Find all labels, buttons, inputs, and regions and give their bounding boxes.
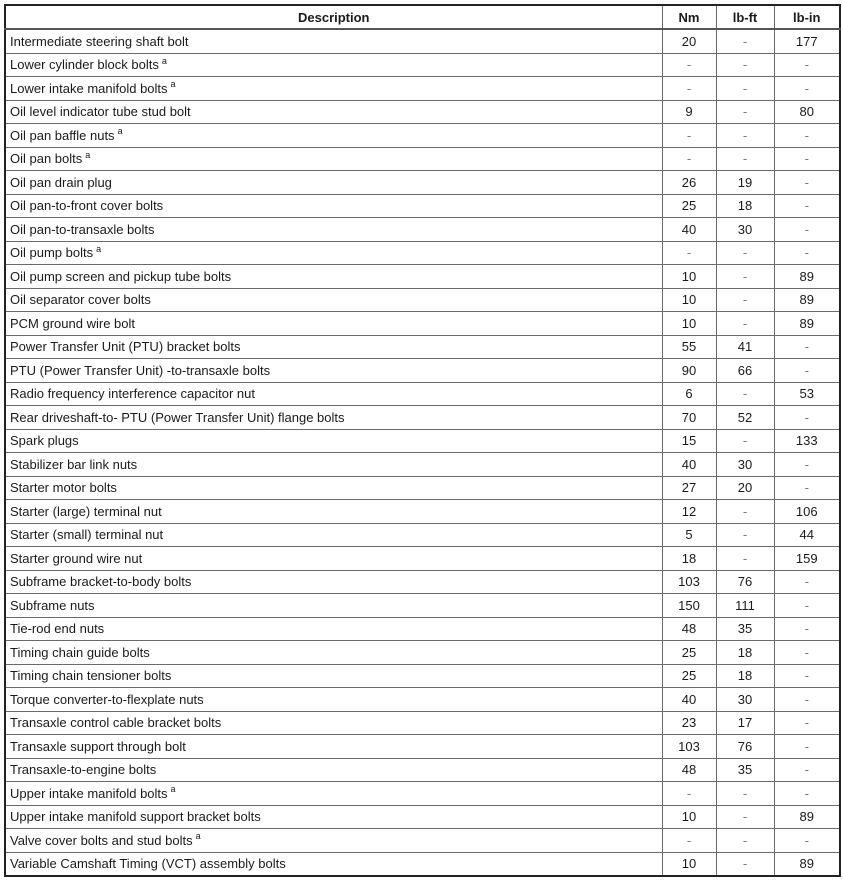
cell-nm: 10 [662, 265, 716, 289]
cell-lb-in: - [774, 476, 840, 500]
cell-lb-in: - [774, 359, 840, 383]
cell-lb-in: - [774, 124, 840, 148]
description-text: Spark plugs [10, 433, 79, 449]
table-row [5, 711, 840, 735]
cell-lb-ft: 35 [716, 758, 774, 782]
cell-lb-ft: 19 [716, 171, 774, 195]
cell-lb-in: - [774, 218, 840, 242]
table-row [5, 288, 840, 312]
table-row [5, 77, 840, 101]
cell-description [5, 782, 662, 806]
cell-lb-ft: - [716, 782, 774, 806]
cell-nm: 40 [662, 453, 716, 477]
table-row [5, 124, 840, 148]
description-text: PTU (Power Transfer Unit) -to-transaxle bolts [10, 362, 271, 378]
table-row [5, 641, 840, 665]
header-nm: Nm [662, 5, 716, 29]
cell-lb-ft: 17 [716, 711, 774, 735]
table-row [5, 241, 840, 265]
cell-lb-in: - [774, 570, 840, 594]
cell-nm: 40 [662, 688, 716, 712]
cell-description [5, 617, 662, 641]
description-text: Upper intake manifold support bracket bolts [10, 809, 261, 825]
description-text: Oil pan-to-transaxle bolts [10, 221, 155, 237]
cell-lb-in: - [774, 641, 840, 665]
cell-description [5, 805, 662, 829]
cell-nm: 5 [662, 523, 716, 547]
cell-lb-ft: 18 [716, 641, 774, 665]
cell-nm: 20 [662, 29, 716, 53]
footnote-marker: a [85, 149, 91, 160]
cell-nm: 26 [662, 171, 716, 195]
cell-lb-in: 89 [774, 852, 840, 876]
cell-nm: 25 [662, 641, 716, 665]
cell-lb-ft: 111 [716, 594, 774, 618]
description-text: Timing chain guide bolts [10, 644, 150, 660]
table-row [5, 53, 840, 77]
cell-lb-in: - [774, 147, 840, 171]
cell-description [5, 194, 662, 218]
cell-description [5, 100, 662, 124]
table-row [5, 664, 840, 688]
description-text: Lower cylinder block bolts [10, 57, 159, 73]
description-text: Torque converter-to-flexplate nuts [10, 691, 204, 707]
table-row [5, 147, 840, 171]
cell-lb-ft: 66 [716, 359, 774, 383]
cell-nm: 40 [662, 218, 716, 242]
cell-lb-in: - [774, 664, 840, 688]
cell-lb-in: 89 [774, 805, 840, 829]
cell-lb-ft: - [716, 805, 774, 829]
description-text: Transaxle control cable bracket bolts [10, 715, 222, 731]
cell-description [5, 218, 662, 242]
footnote-marker: a [170, 784, 176, 795]
cell-lb-ft: - [716, 241, 774, 265]
table-row [5, 171, 840, 195]
cell-nm: 15 [662, 429, 716, 453]
cell-lb-in: - [774, 241, 840, 265]
description-text: Valve cover bolts and stud bolts [10, 832, 193, 848]
cell-lb-in: - [774, 171, 840, 195]
description-text: Oil pan bolts [10, 151, 83, 167]
cell-description [5, 29, 662, 53]
cell-description [5, 852, 662, 876]
description-text: Subframe nuts [10, 597, 95, 613]
table-row [5, 688, 840, 712]
cell-lb-ft: - [716, 29, 774, 53]
cell-description [5, 288, 662, 312]
cell-nm: - [662, 241, 716, 265]
cell-description [5, 758, 662, 782]
header-lb-in: lb-in [774, 5, 840, 29]
cell-lb-ft: 30 [716, 453, 774, 477]
description-text: Oil pump screen and pickup tube bolts [10, 268, 232, 284]
cell-description [5, 829, 662, 853]
cell-lb-ft: - [716, 829, 774, 853]
footnote-marker: a [195, 831, 201, 842]
cell-lb-ft: 35 [716, 617, 774, 641]
table-row [5, 476, 840, 500]
cell-description [5, 688, 662, 712]
table-row [5, 382, 840, 406]
cell-lb-ft: 76 [716, 735, 774, 759]
cell-lb-ft: - [716, 523, 774, 547]
cell-lb-ft: - [716, 547, 774, 571]
cell-lb-ft: 18 [716, 194, 774, 218]
description-text: Subframe bracket-to-body bolts [10, 574, 192, 590]
cell-lb-in: - [774, 453, 840, 477]
description-text: Oil pan-to-front cover bolts [10, 198, 164, 214]
description-text: Stabilizer bar link nuts [10, 456, 138, 472]
cell-lb-in: 89 [774, 312, 840, 336]
table-row [5, 335, 840, 359]
header-row [5, 5, 840, 29]
cell-lb-ft: 20 [716, 476, 774, 500]
description-text: Tie-rod end nuts [10, 621, 105, 637]
table-row [5, 453, 840, 477]
cell-lb-ft: - [716, 77, 774, 101]
cell-description [5, 335, 662, 359]
cell-nm: - [662, 77, 716, 101]
cell-lb-ft: - [716, 100, 774, 124]
cell-lb-in: 133 [774, 429, 840, 453]
table-row [5, 570, 840, 594]
table-row [5, 805, 840, 829]
cell-nm: 23 [662, 711, 716, 735]
description-text: Lower intake manifold bolts [10, 80, 168, 96]
cell-description [5, 594, 662, 618]
table-row [5, 758, 840, 782]
cell-lb-ft: - [716, 265, 774, 289]
cell-description [5, 147, 662, 171]
cell-description [5, 359, 662, 383]
cell-lb-in: - [774, 782, 840, 806]
cell-description [5, 312, 662, 336]
cell-nm: - [662, 782, 716, 806]
cell-description [5, 641, 662, 665]
table-row [5, 194, 840, 218]
cell-lb-ft: - [716, 288, 774, 312]
description-text: Transaxle support through bolt [10, 738, 186, 754]
table-body [5, 29, 840, 876]
cell-description [5, 53, 662, 77]
cell-lb-ft: 52 [716, 406, 774, 430]
footnote-marker: a [161, 55, 167, 66]
cell-nm: 48 [662, 617, 716, 641]
cell-description [5, 547, 662, 571]
cell-lb-ft: - [716, 429, 774, 453]
table-row [5, 429, 840, 453]
cell-lb-in: - [774, 77, 840, 101]
footnote-marker: a [170, 79, 176, 90]
cell-nm: - [662, 124, 716, 148]
cell-description [5, 735, 662, 759]
cell-nm: 25 [662, 664, 716, 688]
description-text: Upper intake manifold bolts [10, 785, 168, 801]
description-text: PCM ground wire bolt [10, 315, 135, 331]
table-row [5, 29, 840, 53]
table-row [5, 312, 840, 336]
cell-description [5, 711, 662, 735]
cell-nm: - [662, 53, 716, 77]
cell-lb-ft: 18 [716, 664, 774, 688]
cell-lb-ft: - [716, 147, 774, 171]
cell-nm: 12 [662, 500, 716, 524]
cell-nm: 6 [662, 382, 716, 406]
description-text: Oil pan drain plug [10, 174, 112, 190]
cell-nm: 48 [662, 758, 716, 782]
cell-lb-in: - [774, 194, 840, 218]
cell-description [5, 241, 662, 265]
cell-description [5, 382, 662, 406]
cell-nm: 9 [662, 100, 716, 124]
cell-lb-ft: - [716, 124, 774, 148]
cell-description [5, 500, 662, 524]
description-text: Intermediate steering shaft bolt [10, 33, 189, 49]
cell-lb-in: - [774, 758, 840, 782]
cell-lb-in: 106 [774, 500, 840, 524]
table-row [5, 735, 840, 759]
cell-lb-in: - [774, 594, 840, 618]
description-text: Oil pan baffle nuts [10, 127, 115, 143]
cell-nm: 18 [662, 547, 716, 571]
table-row [5, 218, 840, 242]
cell-lb-in: - [774, 53, 840, 77]
cell-lb-in: - [774, 688, 840, 712]
description-text: Starter motor bolts [10, 480, 117, 496]
cell-lb-in: 89 [774, 265, 840, 289]
description-text: Oil pump bolts [10, 245, 94, 261]
cell-lb-in: - [774, 617, 840, 641]
cell-description [5, 664, 662, 688]
table-row [5, 617, 840, 641]
table-row [5, 523, 840, 547]
description-text: Starter (large) terminal nut [10, 503, 162, 519]
cell-lb-ft: - [716, 53, 774, 77]
table-row [5, 265, 840, 289]
description-text: Oil level indicator tube stud bolt [10, 104, 191, 120]
footnote-marker: a [96, 243, 102, 254]
cell-lb-ft: - [716, 500, 774, 524]
cell-nm: 10 [662, 852, 716, 876]
cell-lb-ft: - [716, 852, 774, 876]
header-description: Description [5, 5, 662, 29]
cell-lb-in: - [774, 406, 840, 430]
cell-nm: 70 [662, 406, 716, 430]
cell-nm: 27 [662, 476, 716, 500]
footnote-marker: a [117, 126, 123, 137]
description-text: Oil separator cover bolts [10, 292, 151, 308]
description-text: Radio frequency interference capacitor nut [10, 386, 255, 402]
cell-description [5, 265, 662, 289]
table-row [5, 829, 840, 853]
table-row [5, 500, 840, 524]
cell-description [5, 570, 662, 594]
cell-nm: 103 [662, 735, 716, 759]
cell-nm: 103 [662, 570, 716, 594]
table-row [5, 782, 840, 806]
cell-nm: 10 [662, 288, 716, 312]
cell-nm: 90 [662, 359, 716, 383]
cell-description [5, 523, 662, 547]
cell-lb-ft: 41 [716, 335, 774, 359]
table-row [5, 100, 840, 124]
table-row [5, 852, 840, 876]
description-text: Power Transfer Unit (PTU) bracket bolts [10, 339, 241, 355]
cell-lb-in: 80 [774, 100, 840, 124]
cell-description [5, 476, 662, 500]
cell-description [5, 124, 662, 148]
cell-nm: - [662, 829, 716, 853]
table-row [5, 406, 840, 430]
cell-lb-ft: - [716, 382, 774, 406]
description-text: Rear driveshaft-to- PTU (Power Transfer Unit) flange bolts [10, 409, 345, 425]
cell-nm: 10 [662, 312, 716, 336]
cell-lb-in: 159 [774, 547, 840, 571]
cell-lb-in: 53 [774, 382, 840, 406]
description-text: Timing chain tensioner bolts [10, 668, 172, 684]
cell-lb-ft: - [716, 312, 774, 336]
cell-nm: 25 [662, 194, 716, 218]
torque-spec-table [4, 4, 841, 877]
cell-description [5, 77, 662, 101]
cell-lb-in: - [774, 335, 840, 359]
header-lb-ft: lb-ft [716, 5, 774, 29]
cell-description [5, 171, 662, 195]
cell-lb-in: - [774, 829, 840, 853]
cell-description [5, 406, 662, 430]
cell-lb-in: - [774, 711, 840, 735]
cell-lb-ft: 76 [716, 570, 774, 594]
cell-lb-in: 44 [774, 523, 840, 547]
description-text: Starter ground wire nut [10, 550, 143, 566]
cell-lb-ft: 30 [716, 218, 774, 242]
cell-nm: - [662, 147, 716, 171]
table-row [5, 359, 840, 383]
cell-description [5, 453, 662, 477]
table-row [5, 594, 840, 618]
description-text: Variable Camshaft Timing (VCT) assembly bolts [10, 856, 286, 872]
table-row [5, 547, 840, 571]
description-text: Transaxle-to-engine bolts [10, 762, 157, 778]
cell-nm: 10 [662, 805, 716, 829]
cell-description [5, 429, 662, 453]
cell-lb-in: 177 [774, 29, 840, 53]
cell-nm: 55 [662, 335, 716, 359]
cell-nm: 150 [662, 594, 716, 618]
description-text: Starter (small) terminal nut [10, 527, 164, 543]
cell-lb-in: 89 [774, 288, 840, 312]
cell-lb-in: - [774, 735, 840, 759]
cell-lb-ft: 30 [716, 688, 774, 712]
